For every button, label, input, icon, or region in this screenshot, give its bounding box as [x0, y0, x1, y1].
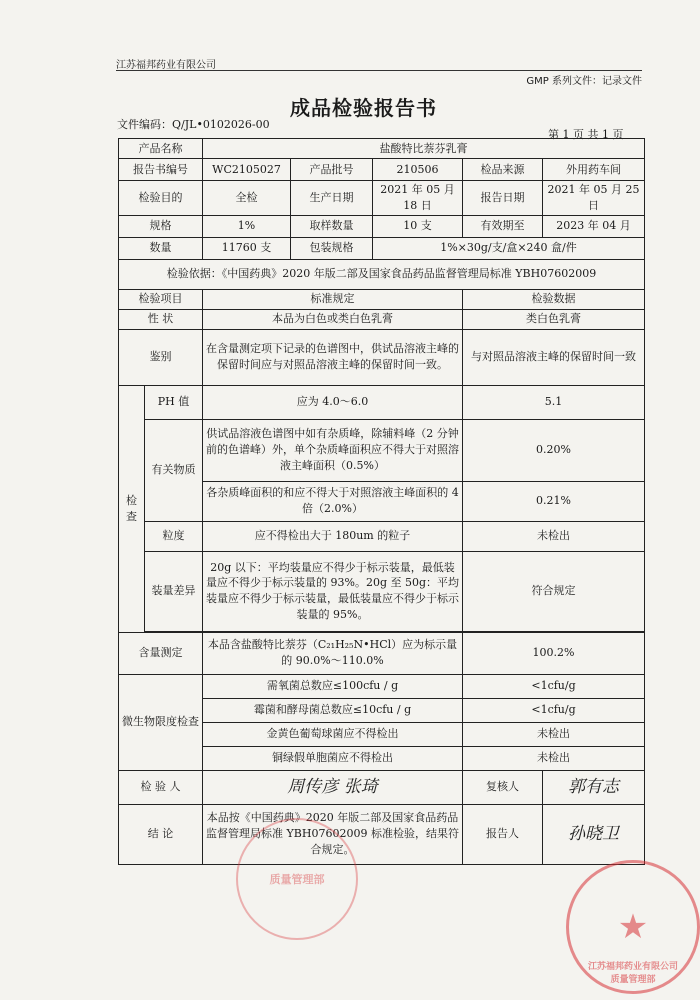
appearance-row — [119, 309, 645, 329]
related-result: 0.20% — [463, 419, 645, 481]
info-cell: 报告日期 — [463, 181, 543, 216]
quality-stamp — [566, 860, 700, 994]
fill-row — [119, 551, 645, 631]
page-title: 成品检验报告书 — [290, 96, 437, 120]
ph-standard: 应为 4.0～6.0 — [203, 385, 463, 419]
check-label: 检查 — [119, 385, 145, 632]
reviewer-signature: 郭有志 — [543, 770, 645, 804]
micro-label: 微生物限度检查 — [119, 674, 203, 770]
info-cell: 10 支 — [373, 215, 463, 237]
info-cell: 检验目的 — [119, 181, 203, 216]
col-standard: 标准规定 — [203, 289, 463, 309]
micro-row — [119, 674, 645, 698]
quality-stamp-text: 江苏福邦药业有限公司 质量管理部 — [587, 962, 678, 985]
info-row — [119, 159, 645, 181]
department-stamp — [236, 818, 358, 940]
micro-result: <1cfu/g — [463, 698, 645, 722]
gmp-label: GMP 系列文件：记录文件 — [526, 76, 642, 87]
micro-result: <1cfu/g — [463, 674, 645, 698]
related-result: 0.21% — [463, 481, 645, 521]
department-stamp-text: 质量管理部 — [269, 873, 325, 886]
related-row — [119, 419, 645, 481]
quantity-value: 11760 支 — [203, 237, 291, 259]
ph-result: 5.1 — [463, 385, 645, 419]
info-row — [119, 181, 645, 216]
related-standard: 各杂质峰面积的和应不得大于对照溶液主峰面积的 4 倍（2.0%） — [203, 481, 463, 521]
info-cell: 产品批号 — [291, 159, 373, 181]
micro-standard: 金黄色葡萄球菌应不得检出 — [203, 722, 463, 746]
info-cell: 报告书编号 — [119, 159, 203, 181]
ph-label: PH 值 — [145, 385, 203, 419]
assay-result: 100.2% — [463, 632, 645, 674]
particle-standard: 应不得检出大于 180um 的粒子 — [203, 521, 463, 551]
identification-label: 鉴别 — [119, 329, 203, 385]
micro-standard: 铜绿假单胞菌应不得检出 — [203, 746, 463, 770]
particle-label: 粒度 — [145, 521, 203, 551]
appearance-result: 类白色乳膏 — [463, 309, 645, 329]
identification-row — [119, 329, 645, 385]
info-cell: 有效期至 — [463, 215, 543, 237]
pack-value: 1%×30g/支/盒×240 盒/件 — [373, 237, 645, 259]
fill-standard: 20g 以下：平均装量应不得少于标示装量，最低装量应不得少于标示装量的 93%。20g 至 50g：平均装量应不得少于标示装量，最低装量应不得少于标示装量的 95%。 — [203, 551, 463, 631]
info-cell: 生产日期 — [291, 181, 373, 216]
info-cell: 外用药车间 — [543, 159, 645, 181]
product-row — [119, 139, 645, 159]
assay-label: 含量测定 — [119, 632, 203, 674]
info-cell: WC2105027 — [203, 159, 291, 181]
info-cell: 2021 年 05 月 18 日 — [373, 181, 463, 216]
appearance-standard: 本品为白色或类白色乳膏 — [203, 309, 463, 329]
identification-standard: 在含量测定项下记录的色谱图中，供试品溶液主峰的保留时间应与对照品溶液主峰的保留时间一致。 — [203, 329, 463, 385]
appearance-label: 性 状 — [119, 309, 203, 329]
assay-standard: 本品含盐酸特比萘芬（C₂₁H₂₅N•HCl）应为标示量的 90.0%～110.0% — [203, 632, 463, 674]
info-cell: 全检 — [203, 181, 291, 216]
micro-standard: 霉菌和酵母菌总数应≤10cfu / g — [203, 698, 463, 722]
particle-row — [119, 521, 645, 551]
inspection-basis: 检验依据：《中国药典》2020 年版二部及国家食品药品监督管理局标准 YBH07602009 — [119, 259, 645, 289]
header-rule — [116, 70, 642, 71]
ph-row — [119, 385, 645, 419]
star-icon: ★ — [617, 907, 649, 947]
assay-row — [119, 632, 645, 674]
info-cell: 2023 年 04 月 — [543, 215, 645, 237]
info-cell: 210506 — [373, 159, 463, 181]
product-label: 产品名称 — [119, 139, 203, 159]
related-standard: 供试品溶液色谱图中如有杂质峰，除辅料峰（2 分钟前的色谱峰）外，单个杂质峰面积应不得大于对照溶液主峰面积（0.5%） — [203, 419, 463, 481]
particle-result: 未检出 — [463, 521, 645, 551]
basis-row — [119, 259, 645, 289]
micro-result: 未检出 — [463, 746, 645, 770]
col-item: 检验项目 — [119, 289, 203, 309]
pack-label: 包装规格 — [291, 237, 373, 259]
inspector-row — [119, 770, 645, 804]
inspector-label: 检 验 人 — [119, 770, 203, 804]
page-info: 第 1 页 共 1 页 — [548, 128, 624, 141]
conclusion-row — [119, 804, 645, 864]
info-row — [119, 215, 645, 237]
fill-label: 装量差异 — [145, 551, 203, 631]
identification-result: 与对照品溶液主峰的保留时间一致 — [463, 329, 645, 385]
test-header-row — [119, 289, 645, 309]
reporter-signature: 孙晓卫 — [543, 804, 645, 864]
conclusion-label: 结 论 — [119, 804, 203, 864]
related-label: 有关物质 — [145, 419, 203, 521]
inspector-signature: 周传彦 张琦 — [203, 770, 463, 804]
info-cell: 规格 — [119, 215, 203, 237]
info-cell: 检品来源 — [463, 159, 543, 181]
reporter-label: 报告人 — [463, 804, 543, 864]
fill-result: 符合规定 — [463, 551, 645, 631]
quantity-label: 数量 — [119, 237, 203, 259]
conclusion-text: 本品按《中国药典》2020 年版二部及国家食品药品监督管理局标准 YBH07602009 标准检验，结果符合规定。 — [203, 804, 463, 864]
product-name: 盐酸特比萘芬乳膏 — [203, 139, 645, 159]
col-result: 检验数据 — [463, 289, 645, 309]
report-table — [118, 138, 645, 865]
reviewer-label: 复核人 — [463, 770, 543, 804]
document-number: 文件编码：Q/JL•0102026-00 — [117, 118, 270, 131]
info-cell: 取样数量 — [291, 215, 373, 237]
micro-standard: 需氧菌总数应≤100cfu / g — [203, 674, 463, 698]
info-cell: 1% — [203, 215, 291, 237]
info-cell: 2021 年 05 月 25 日 — [543, 181, 645, 216]
quantity-row — [119, 237, 645, 259]
micro-result: 未检出 — [463, 722, 645, 746]
company-name: 江苏福邦药业有限公司 — [116, 60, 216, 71]
